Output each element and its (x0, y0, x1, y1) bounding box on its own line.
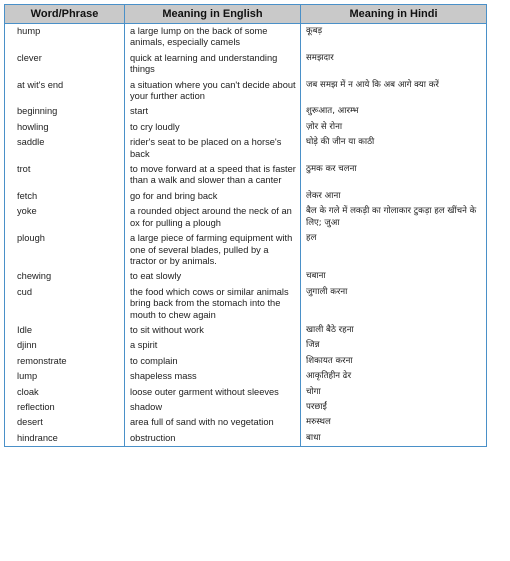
table-row (5, 400, 487, 415)
header-word: Word/Phrase (5, 5, 125, 24)
word-cell: cud (17, 286, 32, 297)
word-cell: desert (17, 417, 43, 428)
table-row (5, 231, 487, 269)
hindi-meaning-cell: बाधा (301, 431, 487, 447)
word-cell: saddle (17, 137, 45, 148)
word-cell: reflection (17, 401, 55, 412)
hindi-meaning-cell: मरुस्थल (301, 415, 487, 430)
english-meaning-cell: shadow (125, 400, 301, 415)
hindi-meaning-cell: जिन्न (301, 338, 487, 353)
table-row (5, 78, 487, 105)
word-cell: hump (17, 26, 41, 36)
word-cell: cloak (17, 386, 39, 397)
table-row (5, 135, 487, 162)
word-cell: Idle (17, 324, 32, 335)
english-meaning-cell: to eat slowly (125, 269, 301, 284)
hindi-meaning-cell: समझदार (301, 51, 487, 78)
english-meaning-cell: a spirit (125, 338, 301, 353)
english-meaning-cell: a large lump on the back of some animals, especially camels (125, 24, 301, 51)
english-meaning-cell: a large piece of farming equipment with one of several blades, pulled by a tractor or by animals. (125, 231, 301, 269)
english-meaning-cell: go for and bring back (125, 189, 301, 204)
word-cell: hindrance (17, 432, 58, 443)
table-body (5, 24, 487, 447)
hindi-meaning-cell: ज़ोर से रोना (301, 120, 487, 135)
word-cell: trot (17, 164, 31, 175)
word-cell: plough (17, 233, 45, 244)
header-row (5, 5, 487, 24)
table-header (5, 5, 487, 24)
word-cell: remonstrate (17, 355, 67, 366)
hindi-meaning-cell: चबाना (301, 269, 487, 284)
table-row (5, 285, 487, 323)
english-meaning-cell: rider's seat to be placed on a horse's back (125, 135, 301, 162)
table-row (5, 323, 487, 338)
table-row (5, 269, 487, 284)
english-meaning-cell: the food which cows or similar animals bring back from the stomach into the mouth to chew again (125, 285, 301, 323)
hindi-meaning-cell: जुगाली करना (301, 285, 487, 323)
table-row (5, 204, 487, 231)
english-meaning-cell: shapeless mass (125, 369, 301, 384)
hindi-meaning-cell: बैल के गले में लकड़ी का गोलाकार टुकड़ा हल खींचने के लिए; जुआ (301, 204, 487, 231)
header-english: Meaning in English (125, 5, 301, 24)
table-row (5, 338, 487, 353)
english-meaning-cell: obstruction (125, 431, 301, 447)
english-meaning-cell: to sit without work (125, 323, 301, 338)
table-row (5, 51, 487, 78)
english-meaning-cell: loose outer garment without sleeves (125, 385, 301, 400)
hindi-meaning-cell: शिकायत करना (301, 354, 487, 369)
table-row (5, 120, 487, 135)
table-row (5, 354, 487, 369)
hindi-meaning-cell: ठुमक कर चलना (301, 162, 487, 189)
word-cell: lump (17, 371, 38, 382)
hindi-meaning-cell: आकृतिहीन ढेर (301, 369, 487, 384)
table-row (5, 104, 487, 119)
hindi-meaning-cell: हल (301, 231, 487, 269)
hindi-meaning-cell: लेकर आना (301, 189, 487, 204)
table-row (5, 369, 487, 384)
word-cell: yoke (17, 206, 37, 217)
hindi-meaning-cell: शुरूआत, आरम्भ (301, 104, 487, 119)
english-meaning-cell: to move forward at a speed that is faster than a walk and slower than a canter (125, 162, 301, 189)
table-row (5, 385, 487, 400)
english-meaning-cell: to cry loudly (125, 120, 301, 135)
english-meaning-cell: a situation where you can't decide about your further action (125, 78, 301, 105)
english-meaning-cell: area full of sand with no vegetation (125, 415, 301, 430)
table-row (5, 431, 487, 447)
word-cell: clever (17, 52, 42, 63)
english-meaning-cell: a rounded object around the neck of an ox for pulling a plough (125, 204, 301, 231)
glossary-container (4, 4, 486, 447)
table-row (5, 162, 487, 189)
table-row (5, 189, 487, 204)
english-meaning-cell: to complain (125, 354, 301, 369)
hindi-meaning-cell: कूबड़ (301, 24, 487, 51)
glossary-table (4, 4, 487, 447)
hindi-meaning-cell: घोड़े की जीन या काठी (301, 135, 487, 162)
table-row (5, 415, 487, 430)
hindi-meaning-cell: जब समझ में न आये कि अब आगे क्या करें (301, 78, 487, 105)
word-cell: howling (17, 121, 49, 132)
word-cell: at wit's end (17, 79, 64, 90)
word-cell: chewing (17, 271, 52, 282)
hindi-meaning-cell: परछाईं (301, 400, 487, 415)
hindi-meaning-cell: खाली बैठे रहना (301, 323, 487, 338)
table-row (5, 24, 487, 51)
hindi-meaning-cell: चोगा (301, 385, 487, 400)
word-cell: djinn (17, 340, 37, 351)
word-cell: fetch (17, 190, 38, 201)
word-cell: beginning (17, 106, 58, 117)
english-meaning-cell: start (125, 104, 301, 119)
header-hindi: Meaning in Hindi (301, 5, 487, 24)
english-meaning-cell: quick at learning and understanding things (125, 51, 301, 78)
